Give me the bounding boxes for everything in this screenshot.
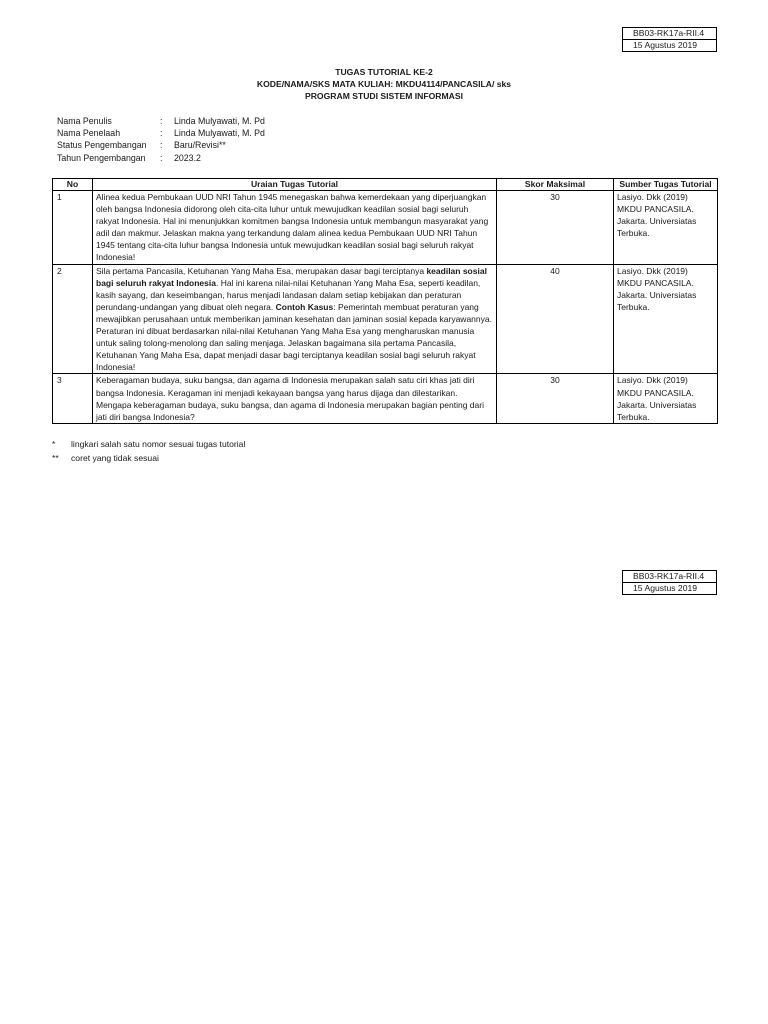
task-number: 2	[53, 264, 93, 374]
tutorial-task-table	[52, 178, 718, 424]
meta-value: Baru/Revisi**	[174, 140, 226, 151]
document-heading	[0, 66, 768, 102]
task-text: . Hal ini karena nilai-nilai Ketuhanan Yang Maha Esa, seperti keadilan, kasih sayang, dan keseimbangan, harus menjadi landasan dalam setiap kebijakan dan peraturan perundang-undangan yang dibuat oleh negara.	[96, 277, 481, 312]
heading-course: KODE/NAMA/SKS MATA KULIAH: MKDU4114/PANCASILA/ sks	[256, 79, 512, 89]
task-source: Lasiyo. Dkk (2019) MKDU PANCASILA. Jakarta. Universiatas Terbuka.	[614, 191, 718, 265]
footnote-mark: **	[52, 453, 59, 463]
task-description	[93, 374, 497, 423]
meta-separator: :	[160, 152, 163, 163]
task-text: Keberagaman budaya, suku bangsa, dan agama di Indonesia merupakan salah satu ciri khas jati diri bangsa Indonesia. Keragaman ini menjadi kekayaan bangsa yang harus dijaga dan dilestarikan. Mengapa keberagaman budaya, suku bangsa, dan agama di Indonesia merupakan bagian penting dari jati diri bangsa Indonesia?	[96, 375, 484, 422]
task-text-bold: Contoh Kasus	[275, 301, 334, 312]
footnote	[52, 451, 245, 465]
meta-row-status	[57, 139, 265, 151]
meta-row-writer	[57, 115, 265, 127]
task-description	[93, 264, 497, 374]
column-header-skor: Skor Maksimal	[497, 179, 614, 191]
meta-row-year	[57, 152, 265, 164]
meta-value: 2023.2	[174, 152, 201, 163]
column-header-no: No	[53, 179, 93, 191]
task-max-score: 30	[497, 374, 614, 423]
meta-label: Nama Penelaah	[57, 128, 121, 139]
task-number: 1	[53, 191, 93, 265]
meta-label: Status Pengembangan	[57, 140, 147, 151]
task-text-bold: keadilan sosial bagi seluruh rakyat Indonesia	[96, 265, 487, 288]
document-code: BB03-RK17a-RII.4	[623, 28, 717, 40]
document-code: BB03-RK17a-RII.4	[623, 571, 717, 583]
document-code-box-top	[622, 27, 717, 52]
document-date: 15 Agustus 2019	[623, 583, 717, 595]
footnote-mark: *	[52, 439, 56, 449]
document-date: 15 Agustus 2019	[623, 40, 717, 52]
column-header-uraian: Uraian Tugas Tutorial	[93, 179, 497, 191]
footnotes	[52, 437, 245, 465]
meta-row-reviewer	[57, 127, 265, 139]
column-header-sumber: Sumber Tugas Tutorial	[614, 179, 718, 191]
task-source: Lasiyo. Dkk (2019) MKDU PANCASILA. Jakarta. Universiatas Terbuka.	[614, 374, 718, 423]
task-text: Sila pertama Pancasila, Ketuhanan Yang Maha Esa, merupakan dasar bagi terciptanya	[96, 265, 427, 276]
table-row	[53, 374, 718, 423]
task-max-score: 30	[497, 191, 614, 265]
meta-separator: :	[160, 140, 163, 151]
document-metadata	[57, 115, 265, 164]
footnote	[52, 437, 245, 451]
task-number: 3	[53, 374, 93, 423]
task-description	[93, 191, 497, 265]
footnote-text: lingkari salah satu nomor sesuai tugas tutorial	[71, 439, 246, 449]
table-row	[53, 191, 718, 265]
task-text: Alinea kedua Pembukaan UUD NRI Tahun 1945 menegaskan bahwa kemerdekaan yang diperjuangkan oleh bangsa Indonesia didorong oleh cita-cita luhur untuk mewujudkan keadilan sosial bagi seluruh rakyat Indonesia. Hal ini menunjukkan komitmen bangsa Indonesia untuk membangun masyarakat yang adil dan makmur. Jelaskan makna yang terkandung dalam alinea kedua Pembukaan UUD NRI Tahun 1945 tentang cita-cita luhur bangsa Indonesia untuk mewujudkan keadilan sosial bagi seluruh rakyat Indonesia!	[96, 192, 489, 263]
meta-value: Linda Mulyawati, M. Pd	[174, 128, 265, 139]
meta-separator: :	[160, 116, 163, 126]
meta-label: Nama Penulis	[57, 116, 112, 126]
meta-value: Linda Mulyawati, M. Pd	[174, 116, 265, 126]
table-header-row	[53, 179, 718, 191]
meta-label: Tahun Pengembangan	[57, 152, 146, 163]
document-code-box-bottom	[622, 570, 717, 595]
heading-program: PROGRAM STUDI SISTEM INFORMASI	[304, 91, 464, 101]
task-source: Lasiyo. Dkk (2019) MKDU PANCASILA. Jakarta. Universiatas Terbuka.	[614, 264, 718, 374]
table-row	[53, 264, 718, 374]
task-text: : Pemerintah membuat peraturan yang mewajibkan perusahaan untuk memberikan jaminan kesehatan dan jaminan sosial kepada karyawannya. Peraturan ini dibuat berdasarkan nilai-nilai Ketuhanan Yang Maha Esa yang mengharuskan manusia untuk saling tolong-menolong dan saling menjaga. Jelaskan bagaimana sila pertama Pancasila, Ketuhanan Yang Maha Esa, dapat menjadi dasar bagi terciptanya keadilan sosial bagi seluruh rakyat Indonesia!	[96, 301, 492, 373]
meta-separator: :	[160, 128, 163, 139]
heading-title: TUGAS TUTORIAL KE-2	[335, 67, 433, 77]
task-max-score: 40	[497, 264, 614, 374]
footnote-text: coret yang tidak sesuai	[71, 453, 159, 463]
